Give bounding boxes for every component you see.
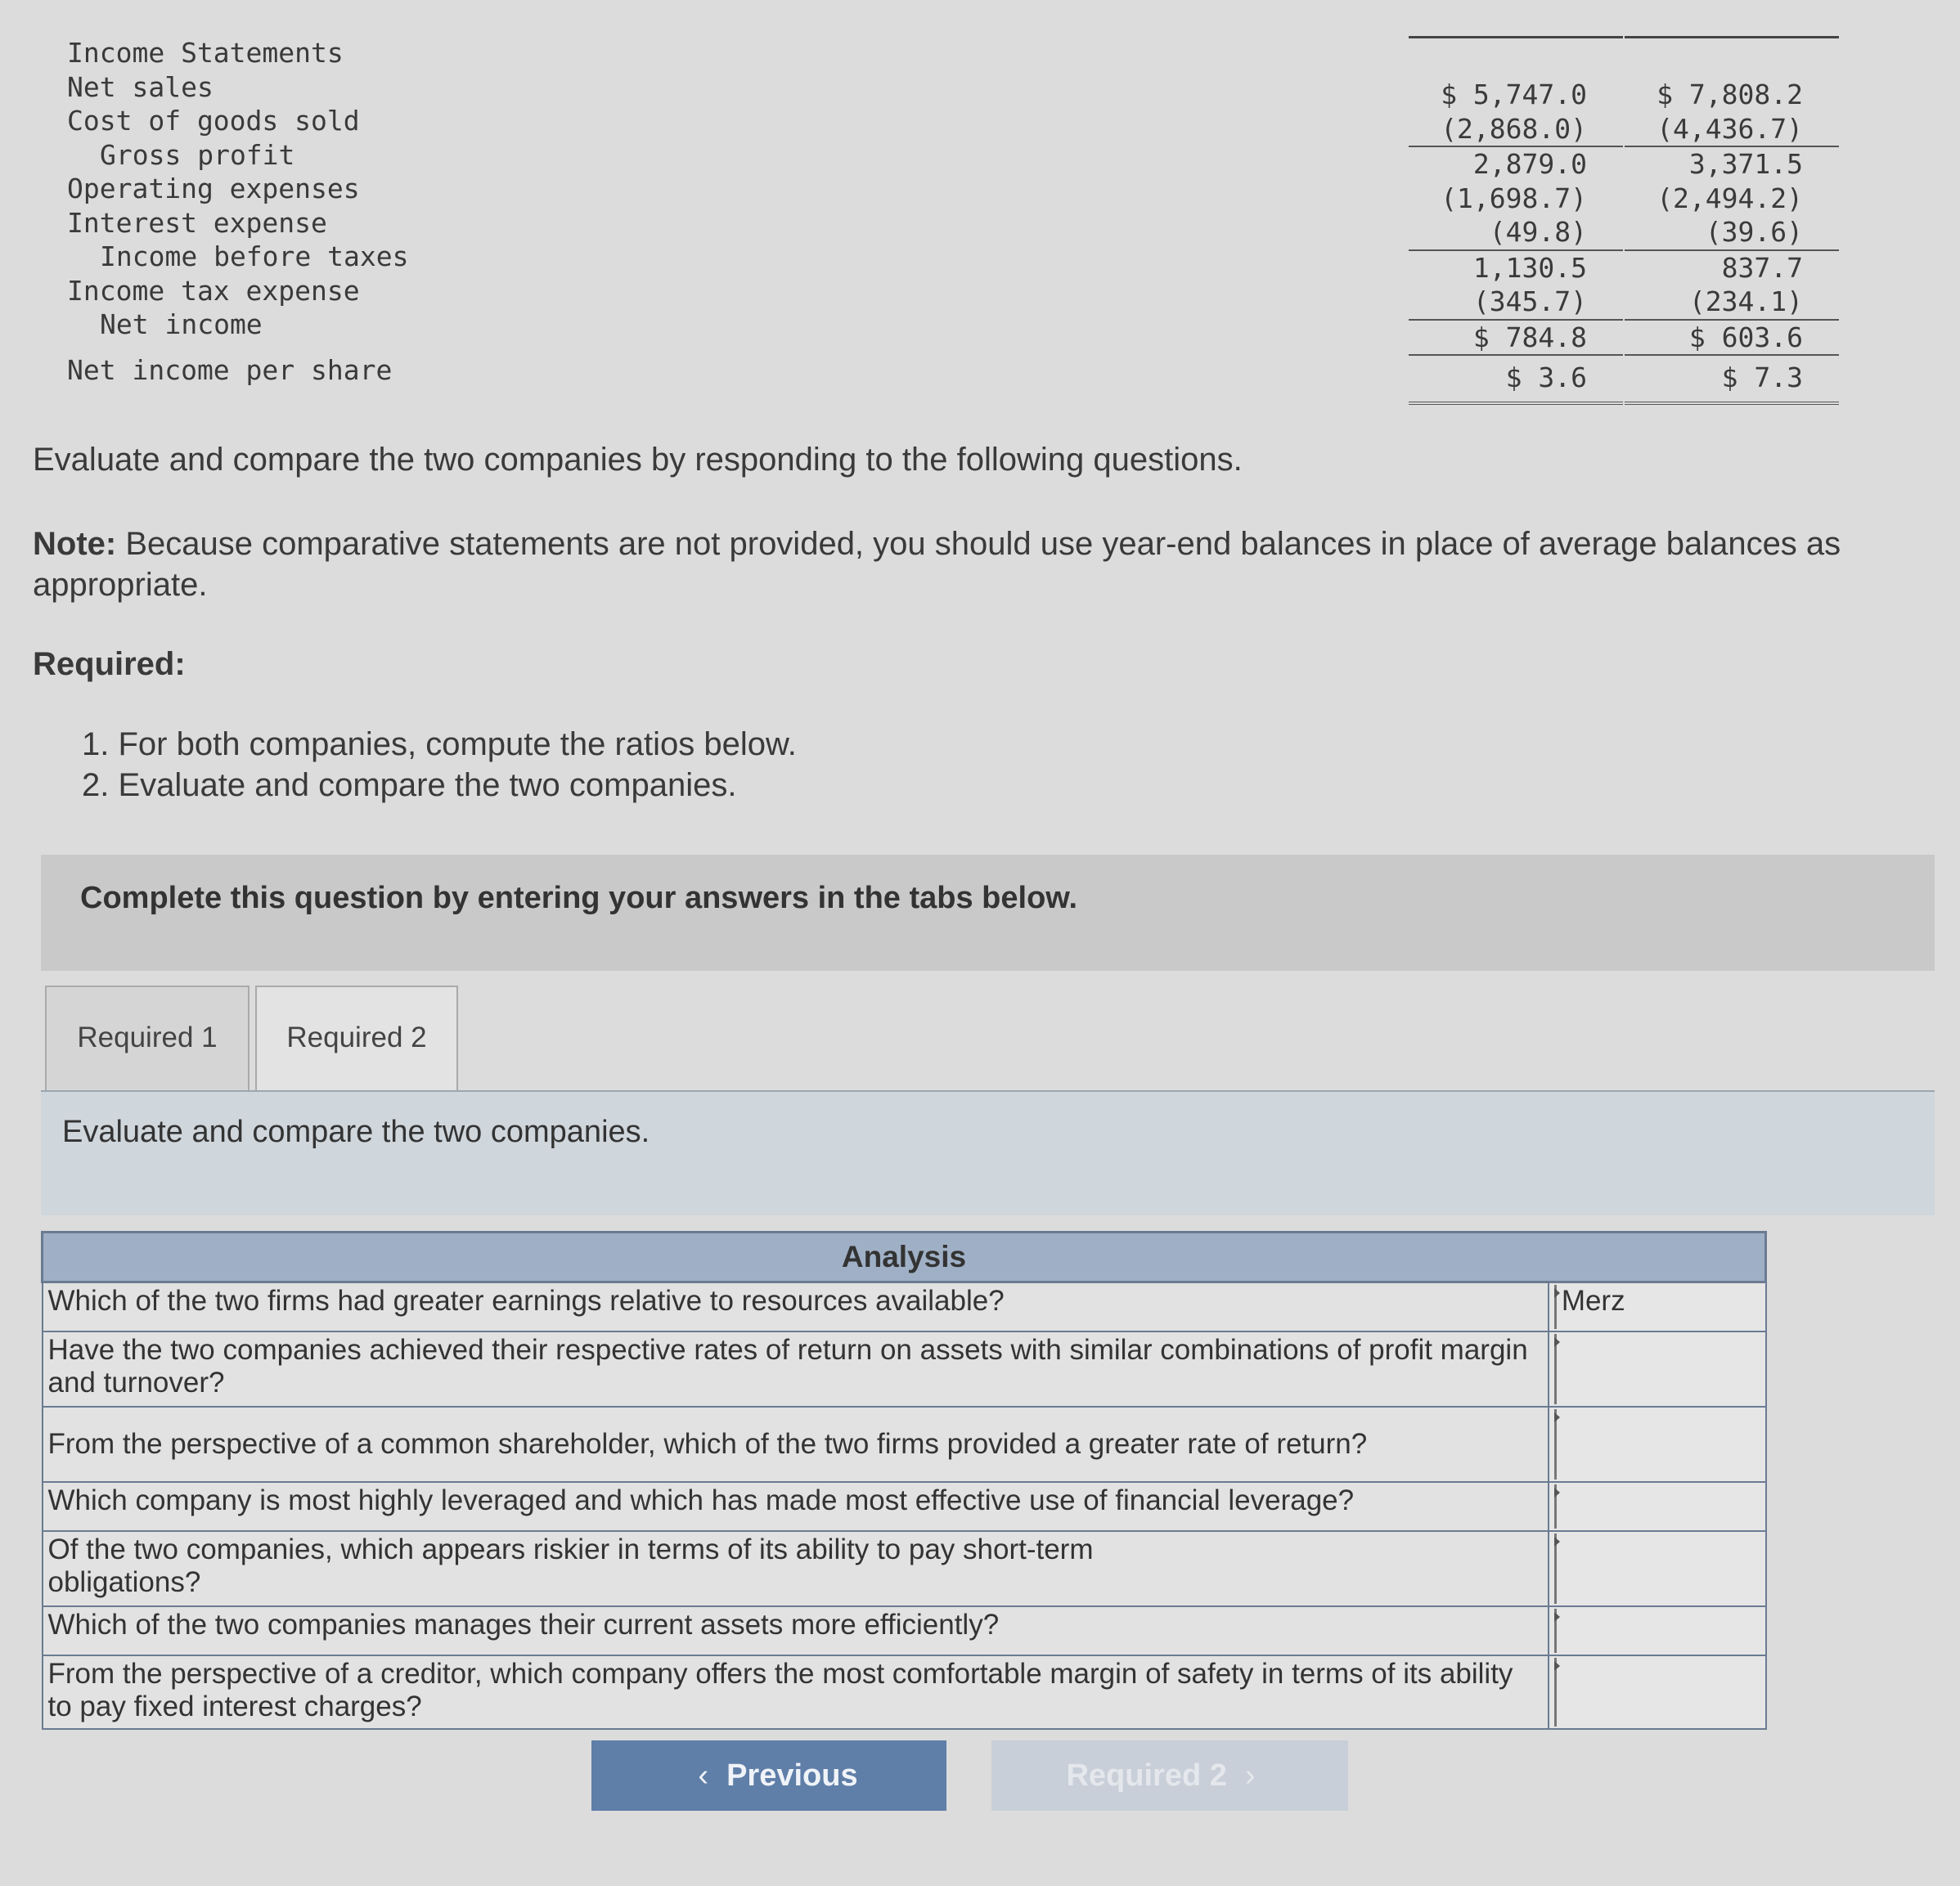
table-row <box>43 1606 1766 1655</box>
label-income-before-taxes: Income before taxes <box>100 240 409 272</box>
chevron-right-icon: › <box>1244 1758 1256 1793</box>
table-row <box>43 1531 1766 1606</box>
required-list <box>82 724 797 806</box>
value-cell: 837.7 <box>1721 251 1803 284</box>
answer-value[interactable] <box>1554 1658 1760 1727</box>
value-cell: $ 7,808.2 <box>1657 79 1803 110</box>
label-income-tax-expense: Income tax expense <box>67 274 360 307</box>
question-cell: Of the two companies, which appears riskier in terms of its ability to pay short-term obligations? <box>43 1531 1549 1606</box>
tab-required-1[interactable]: Required 1 <box>45 986 249 1090</box>
tab-required-2[interactable]: Required 2 <box>255 986 458 1090</box>
value-cell: $ 5,747.0 <box>1441 79 1587 110</box>
table-row <box>43 1655 1766 1729</box>
value-cell: (1,698.7) <box>1441 182 1587 214</box>
value-cell: 2,879.0 <box>1472 148 1587 180</box>
company1-column <box>1409 36 1623 405</box>
answer-value[interactable] <box>1554 1609 1760 1653</box>
question-cell: Which of the two firms had greater earnings relative to resources available? <box>43 1282 1549 1332</box>
chevron-left-icon: ‹ <box>698 1758 709 1793</box>
value-cell: $ 3.6 <box>1409 356 1623 405</box>
value-cell: $ 784.8 <box>1409 321 1623 357</box>
question-cell: Which company is most highly leveraged and which has made most effective use of financial leverage? <box>43 1482 1549 1531</box>
value-cell: (39.6) <box>1625 215 1839 251</box>
label-net-sales: Net sales <box>67 70 214 103</box>
question-cell: From the perspective of a common shareholder, which of the two firms provided a greater rate of return? <box>43 1407 1549 1482</box>
value-cell: (2,494.2) <box>1657 182 1803 214</box>
question-cell: Have the two companies achieved their respective rates of return on assets with similar combinations of profit margin and turnover? <box>43 1331 1549 1407</box>
answer-value[interactable] <box>1554 1334 1760 1404</box>
label-net-income-per-share: Net income per share <box>67 353 393 386</box>
value-cell: 3,371.5 <box>1688 148 1803 180</box>
value-cell: (4,436.7) <box>1625 112 1839 148</box>
required-title: Required: <box>33 646 186 682</box>
note-body: Because comparative statements are not provided, you should use year-end balances in place of average balances as appropriate. <box>33 526 1841 603</box>
value-cell: (234.1) <box>1625 285 1839 321</box>
table-header-row <box>43 1233 1766 1282</box>
answer-dropdown[interactable] <box>1549 1655 1766 1729</box>
instruction-banner: Complete this question by entering your answers in the tabs below. <box>41 855 1935 971</box>
table-row <box>43 1407 1766 1482</box>
table-row <box>43 1282 1766 1332</box>
answer-dropdown[interactable] <box>1549 1282 1766 1332</box>
answer-dropdown[interactable] <box>1549 1331 1766 1407</box>
required-item: 1. For both companies, compute the ratios below. <box>82 726 797 762</box>
required-item: 2. Evaluate and compare the two companies. <box>82 767 737 803</box>
question-cell: Which of the two companies manages their current assets more efficiently? <box>43 1606 1549 1655</box>
company2-column <box>1625 36 1839 405</box>
table-row <box>43 1482 1766 1531</box>
income-statement-labels <box>67 36 409 387</box>
value-cell: $ 603.6 <box>1625 321 1839 357</box>
label-operating-expenses: Operating expenses <box>67 173 360 204</box>
value-cell: 1,130.5 <box>1472 251 1587 284</box>
answer-value[interactable] <box>1554 1484 1760 1529</box>
label-cogs: Cost of goods sold <box>67 105 360 137</box>
next-button[interactable] <box>991 1740 1348 1811</box>
answer-value[interactable] <box>1554 1409 1760 1480</box>
answer-dropdown[interactable] <box>1549 1531 1766 1606</box>
value-cell: (2,868.0) <box>1409 112 1623 148</box>
column-header-rule <box>1625 29 1839 38</box>
question-cell: From the perspective of a creditor, which company offers the most comfortable margin of safety in terms of its ability to pay fixed interest charges? <box>43 1655 1549 1729</box>
table-row <box>43 1331 1766 1407</box>
label-interest-expense: Interest expense <box>67 206 327 239</box>
note-label: Note: <box>33 526 117 562</box>
label-net-income: Net income <box>100 308 263 340</box>
answer-dropdown[interactable] <box>1549 1407 1766 1482</box>
note-text <box>33 523 1931 605</box>
tab-panel-header: Evaluate and compare the two companies. <box>41 1090 1935 1215</box>
answer-value[interactable]: Merz <box>1554 1285 1760 1329</box>
analysis-table <box>41 1231 1767 1730</box>
previous-label: Previous <box>726 1758 858 1793</box>
statement-title: Income Statements <box>67 37 344 69</box>
label-gross-profit: Gross profit <box>100 138 295 171</box>
previous-button[interactable] <box>591 1740 946 1811</box>
answer-dropdown[interactable] <box>1549 1482 1766 1531</box>
value-cell: (345.7) <box>1409 285 1623 321</box>
analysis-header: Analysis <box>43 1233 1766 1282</box>
column-header-rule <box>1409 29 1623 38</box>
value-cell: (49.8) <box>1409 215 1623 251</box>
value-cell: $ 7.3 <box>1625 356 1839 405</box>
intro-text: Evaluate and compare the two companies by responding to the following questions. <box>33 442 1243 478</box>
answer-value[interactable] <box>1554 1533 1760 1604</box>
next-label: Required 2 <box>1066 1758 1227 1793</box>
answer-dropdown[interactable] <box>1549 1606 1766 1655</box>
